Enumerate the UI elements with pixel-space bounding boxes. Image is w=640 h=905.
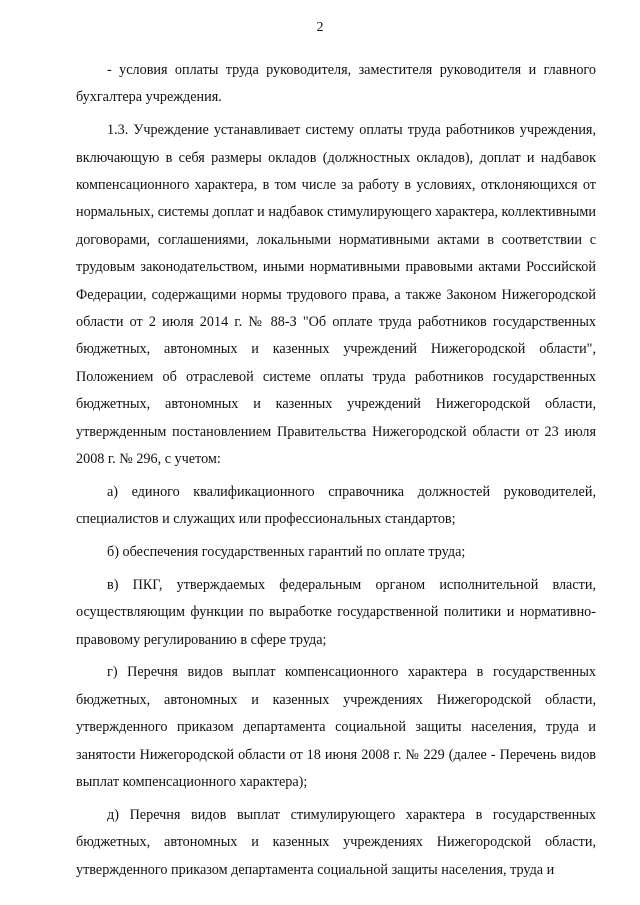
paragraph-item-g: г) Перечня видов выплат компенсационного характера в государственных бюджетных, автономных и казенных учреждениях Нижегородской области, утвержденного приказом департамента социальной защиты населения, труда и занятости Нижегородской области от 18 июня 2008 г. № 229 (далее - Перечень видов выплат компенсационного характера); [76,664,596,791]
document-body [76,57,596,884]
paragraph-item-b: б) обеспечения государственных гарантий по оплате труда; [107,544,466,561]
page-number: 2 [316,20,324,35]
paragraph-item-d: д) Перечня видов выплат стимулирующего характера в государственных бюджетных, автономных и казенных учреждениях Нижегородской области, утвержденного приказом департамента социальной защиты населения, труда и [76,806,596,878]
paragraph-item-a: а) единого квалификационного справочника должностей руководителей, специалистов и служащих или профессиональных стандартов; [76,483,596,528]
paragraph-1-3: 1.3. Учреждение устанавливает систему оплаты труда работников учреждения, включающую в себя размеры окладов (должностных окладов), доплат и надбавок компенсационного характера, в том числе за работу в условиях, отклоняющихся от нормальных, системы доплат и надбавок стимулирующего характера, коллективными договорами, соглашениями, локальными нормативными актами в соответствии с трудовым законодательством, иными нормативными правовыми актами Российской Федерации, содержащими нормы трудового права, а также Законом Нижегородской области от 2 июля 2014 г. № 88-З "Об оплате труда работников государственных бюджетных, автономных и казенных учреждений Нижегородской области", Положением об отраслевой системе оплаты труда работников государственных бюджетных, автономных и казенных учреждений Нижегородской области, утвержденным постановлением Правительства Нижегородской области от 23 июля 2008 г. № 296, с учетом: [76,122,596,468]
paragraph-list-item: - условия оплаты труда руководителя, заместителя руководителя и главного бухгалтера учреждения. [76,62,596,106]
paragraph-item-v: в) ПКГ, утверждаемых федеральным органом исполнительной власти, осуществляющим функции по выработке государственной политики и нормативно-правовому регулированию в сфере труда; [76,576,596,648]
